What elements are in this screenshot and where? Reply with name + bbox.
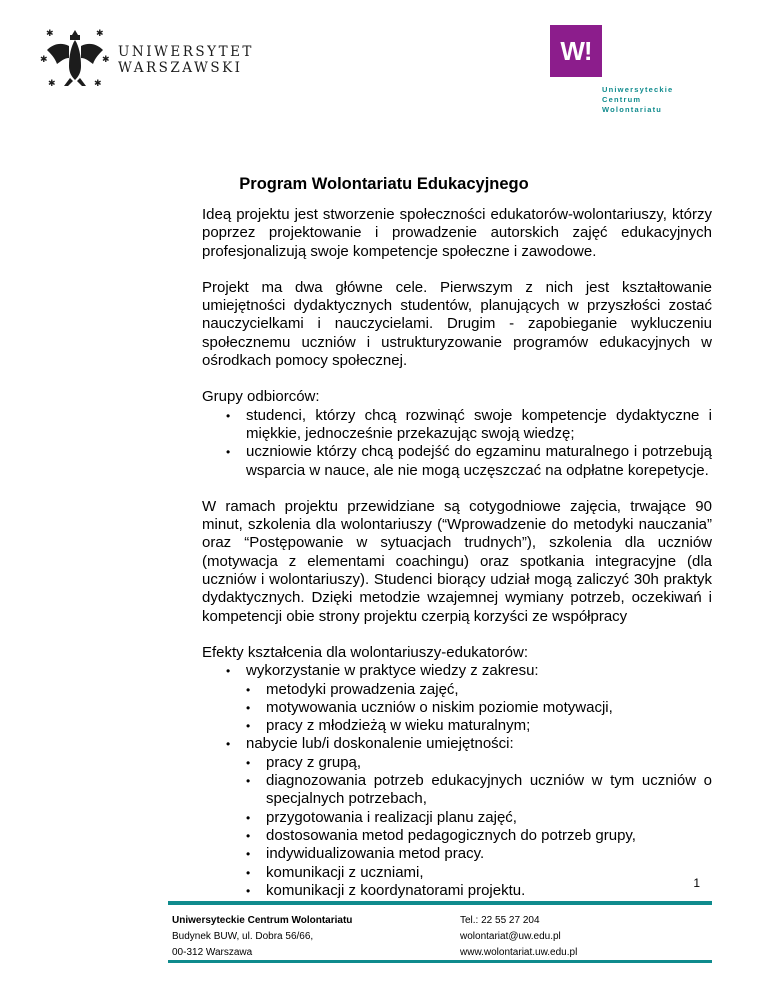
document-body: [202, 206, 712, 900]
svg-text:✱: ✱: [96, 29, 104, 39]
learning-outcomes-list-2: [202, 735, 712, 753]
document-title: Program Wolontariatu Edukacyjnego: [239, 175, 529, 193]
list-item: • motywowania uczniów o niskim poziomie motywacji,: [246, 699, 712, 717]
target-groups-lead: Grupy odbiorców:: [202, 388, 320, 406]
paragraph-idea: Ideą projektu jest stworzenie społeczności edukatorów-wolontariuszy, którzy poprzez projektowanie i prowadzenie autorskich zajęć edukacyjnych profesjonalizują swoje kompetencje społeczne i zawodowe.: [202, 206, 712, 260]
svg-text:✱: ✱: [48, 79, 56, 89]
page-number: 1: [693, 876, 700, 890]
footer-address: [172, 913, 352, 961]
paragraph-activities: W ramach projektu przewidziane są cotygodniowe zajęcia, trwające 90 minut, szkolenia dla wolontariuszy (“Wprowadzenie do metodyki nauczania” oraz “Postępowanie w sytuacjach trudnych”), szkolenia dla uczniów (motywacja z elementami coachingu) oraz spotkania integracyjne (dla uczniów i wolontariuszy). Studenci biorący udział mogą zaliczyć 30h praktyk dydaktycznych. Dzięki metodzie wzajemnej wymiany potrzeb, oczekiwań i kompetencji obie strony projektu czerpią korzyści ze współpracy: [202, 497, 712, 625]
target-groups-list: [202, 407, 712, 480]
list-item: • studenci, którzy chcą rozwinąć swoje kompetencje dydaktyczne i miękkie, jednocześnie przekazując swoją wiedzę;: [202, 407, 712, 444]
footer-address-line2: 00-312 Warszawa: [172, 947, 253, 958]
footer-address-line1: Budynek BUW, ul. Dobra 56/66,: [172, 931, 314, 942]
list-item: • przygotowania i realizacji planu zajęć,: [246, 809, 712, 827]
list-item: • uczniowie którzy chcą podejść do egzaminu maturalnego i potrzebują wsparcia w nauce, ale nie mogą uczęszczać na odpłatne korepetycje.: [202, 443, 712, 480]
footer-email[interactable]: wolontariat@uw.edu.pl: [460, 931, 561, 942]
ucw-mark-text: W!: [560, 35, 592, 66]
footer-contact: [460, 913, 577, 961]
ucw-name-line2: Centrum: [602, 95, 642, 104]
ucw-name-line3: Wolontariatu: [602, 105, 663, 114]
learning-outcomes-section: [202, 644, 712, 900]
footer-divider-top: [168, 901, 712, 905]
ucw-name-line1: Uniwersyteckie: [602, 85, 674, 94]
footer-website[interactable]: www.wolontariat.uw.edu.pl: [460, 947, 578, 958]
university-name-line1: UNIWERSYTET: [118, 44, 254, 60]
list-item: • nabycie lub/i doskonalenie umiejętności:: [202, 735, 712, 753]
list-item: • pracy z młodzieżą w wieku maturalnym;: [246, 717, 712, 735]
list-item: • pracy z grupą,: [246, 754, 712, 772]
footer-divider-bottom: [168, 960, 712, 963]
eagle-emblem-icon: [40, 22, 110, 92]
target-groups-section: [202, 388, 712, 479]
knowledge-sublist: [246, 681, 712, 736]
footer-phone: Tel.: 22 55 27 204: [460, 915, 540, 926]
learning-outcomes-list: [202, 662, 712, 680]
svg-text:✱: ✱: [40, 55, 48, 65]
list-item: • komunikacji z uczniami,: [246, 864, 712, 882]
svg-text:✱: ✱: [46, 29, 54, 39]
learning-outcomes-lead: Efekty kształcenia dla wolontariuszy-edukatorów:: [202, 643, 528, 661]
ucw-name: [602, 85, 673, 115]
list-item: • komunikacji z koordynatorami projektu.: [246, 882, 712, 900]
footer-org-name: Uniwersyteckie Centrum Wolontariatu: [172, 915, 353, 926]
list-item: • metodyki prowadzenia zajęć,: [246, 681, 712, 699]
university-name-line2: WARSZAWSKI: [118, 60, 243, 76]
svg-text:✱: ✱: [94, 79, 102, 89]
list-item: • dostosowania metod pedagogicznych do potrzeb grupy,: [246, 827, 712, 845]
paragraph-goals: Projekt ma dwa główne cele. Pierwszym z nich jest kształtowanie umiejętności dydaktycznych studentów, planujących w przyszłości zostać nauczycielkami i nauczycielami. Drugim - zapobieganie wykluczeniu społecznemu uczniów i ustrukturyzowanie programów edukacyjnych w ośrodkach pomocy społecznej.: [202, 278, 712, 370]
svg-text:✱: ✱: [102, 55, 110, 65]
list-item: • wykorzystanie w praktyce wiedzy z zakresu:: [202, 662, 712, 680]
university-logo: [40, 22, 254, 92]
volunteer-center-logo: [550, 25, 700, 125]
list-item: • indywidualizowania metod pracy.: [246, 845, 712, 863]
ucw-mark: [550, 25, 602, 77]
university-name: [118, 44, 254, 76]
list-item: • diagnozowania potrzeb edukacyjnych uczniów w tym uczniów o specjalnych potrzebach,: [246, 772, 712, 809]
skills-sublist: [246, 754, 712, 900]
